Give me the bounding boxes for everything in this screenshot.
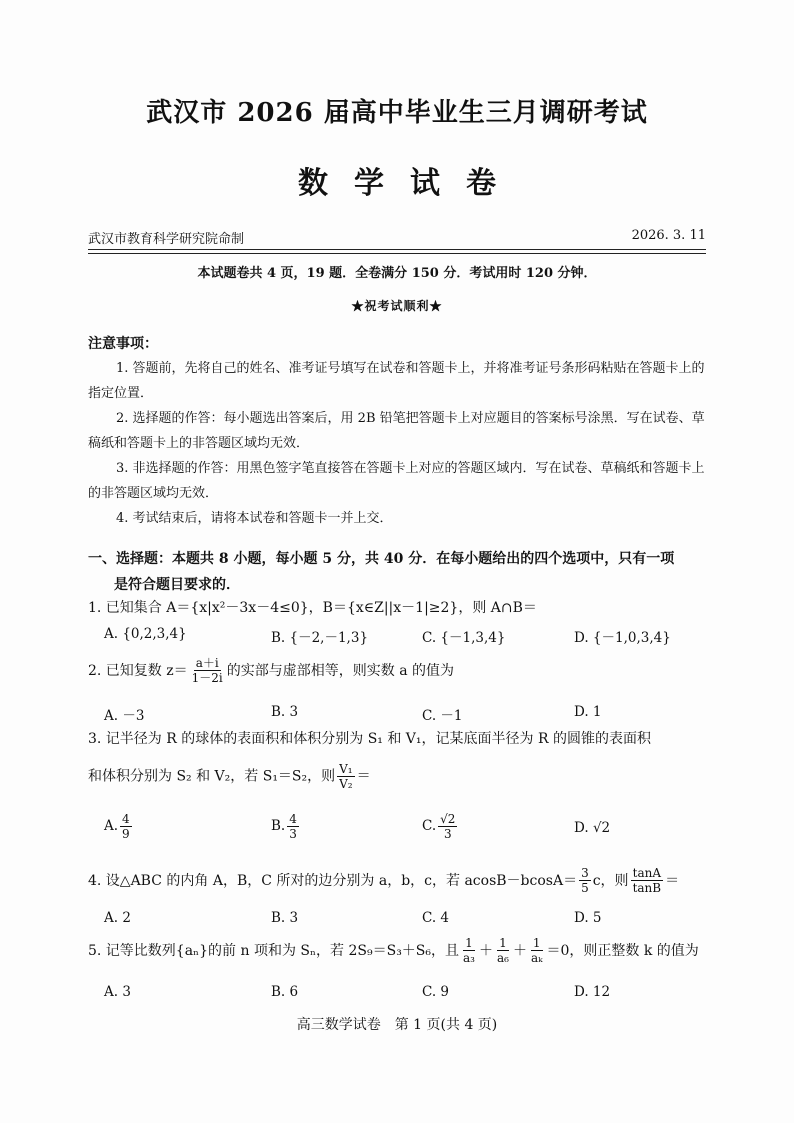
- question-2-stem-pre: 2. 已知复数 z＝: [88, 662, 188, 679]
- fraction: $\frac{\tan A}{\tan B}$: [632, 866, 662, 895]
- exam-title: 武汉市 2026 届高中毕业生三月调研考试: [146, 98, 648, 128]
- header-rule: [88, 249, 706, 250]
- option-c: C. －1: [422, 708, 463, 724]
- fraction: $\frac{1}{\text{a₃}}$: [463, 936, 475, 965]
- notice-item: 4. 考试结束后，请将本试卷和答题卡一并上交．: [116, 511, 393, 526]
- question-3-line-2-pre: 和体积分别为 S₂ 和 V₂，若 S₁＝S₂，则: [88, 768, 336, 785]
- question-4-stem-pre: 4. 设△ABC 的内角 A，B，C 所对的边分别为 a，b，c，若 acosB－bcosA＝: [88, 872, 578, 889]
- question-3-line-2-post: ＝: [356, 768, 371, 785]
- option-b: B. 3: [271, 704, 299, 720]
- fraction-numerator: V₁: [339, 762, 353, 776]
- option-b: B. $\frac{4}{3}$: [271, 812, 297, 841]
- fraction: [190, 656, 225, 685]
- option-c: C. 4: [422, 910, 450, 926]
- notice-title: 注意事项：: [88, 336, 158, 352]
- option-a: A. －3: [104, 708, 145, 724]
- question-4-stem-mid: c，则: [592, 872, 629, 889]
- publisher: 武汉市教育科学研究院命制: [88, 232, 245, 247]
- section-heading: [88, 546, 708, 598]
- fraction: $\frac{4}{3}$: [289, 812, 297, 841]
- fraction: $\frac{1}{\text{a₆}}$: [496, 936, 509, 965]
- fraction-denominator: 1－2i: [191, 671, 223, 685]
- option-a: A. 2: [104, 910, 131, 926]
- option-b: B. {－2,－1,3}: [271, 630, 369, 646]
- notice-item: 2. 选择题的作答：每小题选出答案后，用 2B 铅笔把答题卡上对应题目的答案标号涂黑．写在试卷、草稿纸和答题卡上的非答题区域均无效．: [88, 411, 705, 451]
- fraction: $\frac{3}{5}$: [581, 866, 589, 895]
- option-a: A. $\frac{4}{9}$: [104, 812, 130, 841]
- fraction-numerator: a＋i: [195, 656, 219, 670]
- fraction: $\frac{√2}{3}$: [440, 812, 456, 841]
- page-footer: 高三数学试卷 第 1 页(共 4 页): [296, 1017, 498, 1033]
- option-c: C. $\frac{√2}{3}$: [422, 812, 456, 841]
- notice-item: 3. 非选择题的作答：用黑色签字笔直接答在答题卡上对应的答题区域内．写在试卷、草稿纸和答题卡上的非答题区域均无效．: [88, 461, 705, 501]
- question-5: 5. 记等比数列{aₙ}的前 n 项和为 Sₙ，若 2S₉＝S₃＋S₆，且 $\frac{1}{\text{a₃}}$ ＋ $\frac{1}{\text{a₆}}$ ＋ $\frac{1}{\text{aₖ}}$ ＝0，则正整数 k 的值为: [88, 936, 699, 965]
- option-c: C. {－1,3,4}: [422, 630, 506, 646]
- meta-row: [88, 228, 706, 247]
- question-3: [88, 728, 708, 791]
- option-d: D. 1: [574, 704, 602, 720]
- question-1: [88, 597, 708, 617]
- section-line-1: 一、选择题：本题共 8 小题，每小题 5 分，共 40 分．在每小题给出的四个选项中，只有一项: [88, 551, 675, 567]
- fraction: $\frac{4}{9}$: [122, 812, 130, 841]
- option-b: B. 3: [271, 910, 299, 926]
- question-1-stem: 1. 已知集合 A＝{x|x²－3x－4≤0}，B＝{x∈Z||x－1|≥2}，则 A∩B＝: [88, 600, 537, 616]
- option-d: D. √2: [574, 820, 611, 836]
- fraction: [337, 762, 354, 791]
- notice-list: [88, 356, 706, 531]
- question-2-stem-post: 的实部与虚部相等，则实数 a 的值为: [226, 662, 454, 679]
- question-4: [88, 866, 708, 895]
- fraction: $\frac{1}{\text{aₖ}}$: [530, 936, 543, 965]
- header-rule-thin: [88, 253, 706, 254]
- notice-item: 1. 答题前，先将自己的姓名、准考证号填写在试卷和答题卡上，并将准考证号条形码粘贴在答题卡上的指定位置．: [88, 361, 705, 401]
- option-c: C. 9: [422, 984, 450, 1000]
- option-d: D. 5: [574, 910, 602, 926]
- section-line-2: 是符合题目要求的．: [114, 577, 240, 593]
- option-d: D. 12: [574, 984, 611, 1000]
- option-d: D. {－1,0,3,4}: [574, 630, 671, 646]
- option-b: B. 6: [271, 984, 299, 1000]
- option-a: A. 3: [104, 984, 131, 1000]
- good-luck-line: ★祝考试顺利★: [351, 299, 443, 313]
- exam-date: 2026. 3. 11: [631, 228, 706, 243]
- fraction-denominator: V₂: [339, 777, 353, 791]
- question-2: [88, 656, 708, 685]
- exam-subject: 数学试卷: [298, 166, 522, 201]
- question-3-line-1: 3. 记半径为 R 的球体的表面积和体积分别为 S₁ 和 V₁，记某底面半径为 R 的圆锥的表面积: [88, 731, 651, 747]
- question-4-stem-post: ＝: [665, 872, 680, 889]
- option-a: A. {0,2,3,4}: [104, 626, 187, 642]
- question-5-stem-post: ＝0，则正整数 k 的值为: [546, 942, 699, 959]
- exam-intro: 本试题卷共 4 页，19 题．全卷满分 150 分．考试用时 120 分钟．: [197, 266, 597, 281]
- question-5-stem-pre: 5. 记等比数列{aₙ}的前 n 项和为 Sₙ，若 2S₉＝S₃＋S₆，且: [88, 942, 460, 959]
